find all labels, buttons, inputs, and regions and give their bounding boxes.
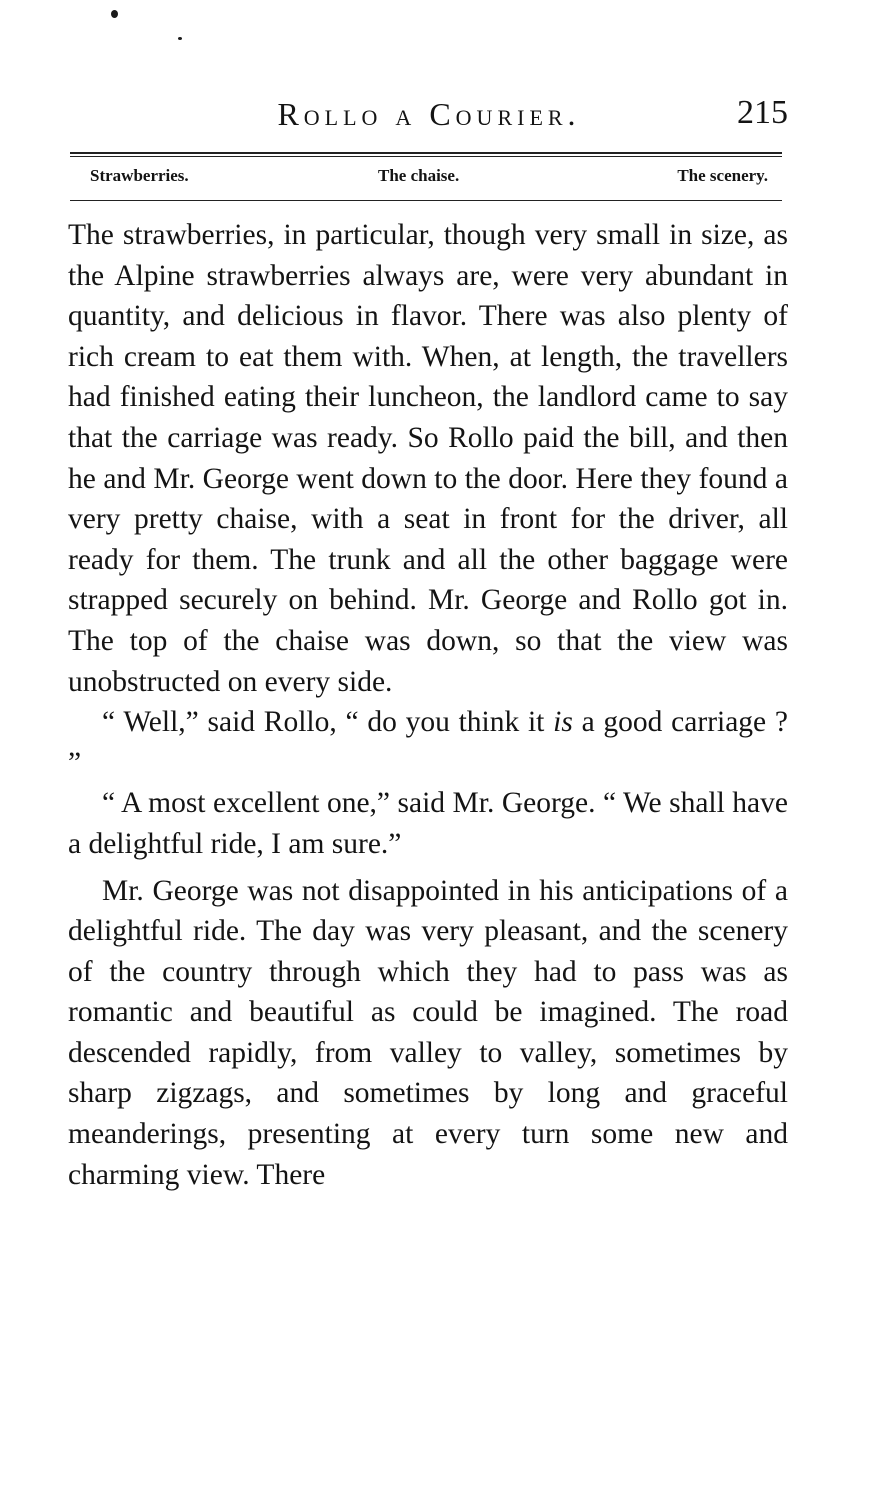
page-number: 215 xyxy=(737,94,788,131)
header-rule xyxy=(70,152,782,157)
paragraph-2-start: “ Well,” said Rollo, “ do you think it xyxy=(102,706,554,739)
body-text xyxy=(68,215,788,1195)
topic-headers xyxy=(90,166,768,192)
topic-chaise: The chaise. xyxy=(378,166,460,185)
topic-scenery: The scenery. xyxy=(677,166,768,185)
ink-speck xyxy=(178,37,182,40)
paragraph-2 xyxy=(68,702,788,783)
ink-speck xyxy=(111,10,118,18)
topic-rule xyxy=(70,200,782,201)
topic-strawberries: Strawberries. xyxy=(90,166,189,185)
paragraph-1: The strawberries, in particular, though very small in size, as the Alpine strawberries always are, were very abundant in quantity, and delicious in flavor. There was also plenty of rich cream to eat them with. When, at length, the travellers had finished eating their luncheon, the landlord came to say that the carriage was ready. So Rollo paid the bill, and then he and Mr. George went down to the door. Here they found a very pretty chaise, with a seat in front for the driver, all ready for them. The trunk and all the other baggage were strapped securely on behind. Mr. George and Rollo got in. The top of the chaise was down, so that the view was unobstructed on every side. xyxy=(68,219,788,698)
page-header xyxy=(70,92,788,140)
paragraph-3: “ A most excellent one,” said Mr. George. “ We shall have a delightful ride, I am sure.” xyxy=(68,787,788,860)
paragraph-2-end: a good carriage ? ” xyxy=(68,706,789,779)
running-title: Rollo a Courier. xyxy=(277,96,581,132)
paragraph-2-emphasis: is xyxy=(553,706,573,739)
paragraph-4: Mr. George was not disappointed in his anticipations of a delightful ride. The day was very pleasant, and the scenery of the country through which they had to pass was as romantic and beautiful as could be imagined. The road descended rapidly, from valley to valley, sometimes by sharp zigzags, and sometimes by long and graceful meanderings, presenting at every turn some new and charming view. There xyxy=(68,874,788,1191)
